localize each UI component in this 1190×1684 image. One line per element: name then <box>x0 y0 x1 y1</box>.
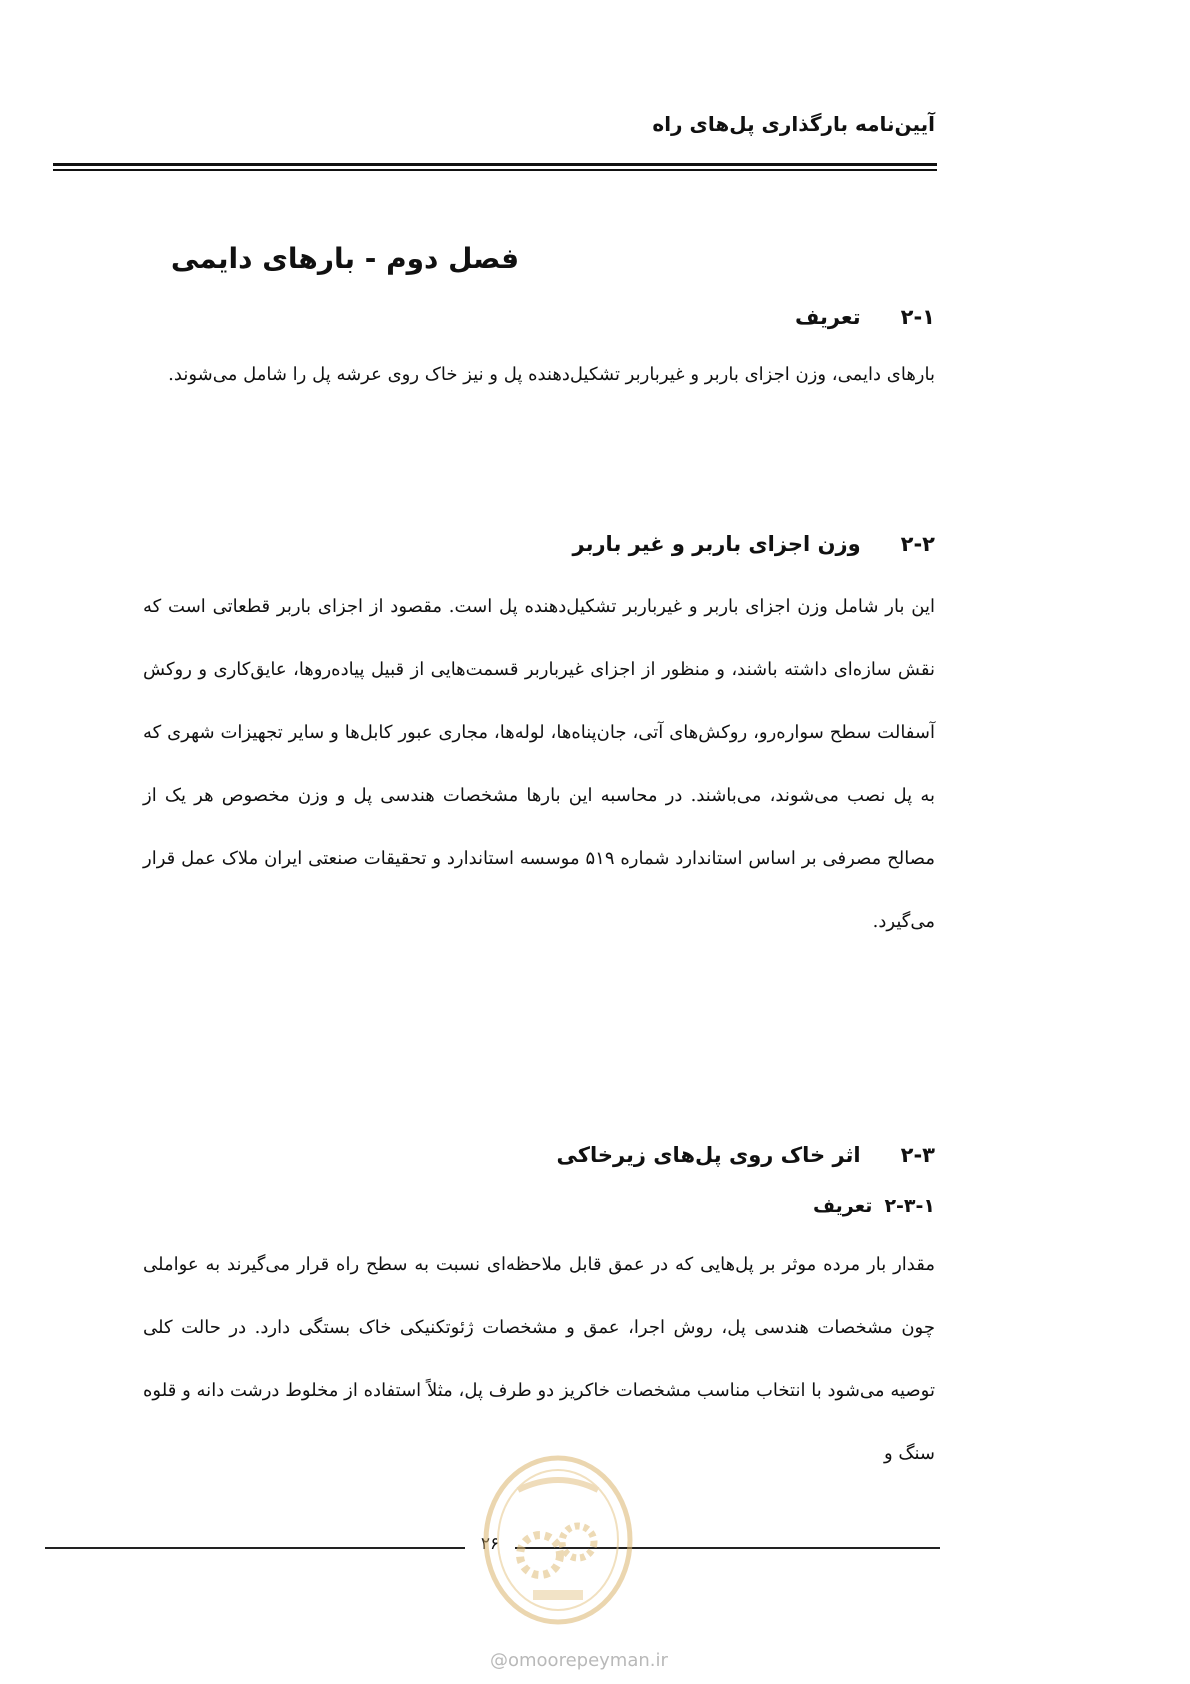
section-heading-2-3 <box>556 1143 935 1167</box>
chapter-title <box>53 242 937 275</box>
section-heading-2-2 <box>573 532 935 556</box>
section-body-2-2: این بار شامل وزن اجزای باربر و غیرباربر تشکیل‌دهنده پل است. مقصود از اجزای باربر قطعاتی است که نقش سازه‌ای داشته باشند، و منظور از اجزای غیرباربر قسمت‌هایی از قبیل پیاده‌روها، عایق‌کاری و روکش آسفالت سطح سواره‌رو، روکش‌های آتی، جان‌پناه‌ها، لوله‌ها، مجاری عبور کابل‌ها و سایر تجهیزات شهری که به پل نصب می‌شوند، می‌باشند. در محاسبه این بارها مشخصات هندسی پل و وزن مخصوص هر یک از مصالح مصرفی بر اساس استاندارد شماره ۵۱۹ موسسه استاندارد و تحقیقات صنعتی ایران ملاک عمل قرار می‌گیرد. <box>143 596 936 932</box>
page-number: ۲۶ <box>480 1534 500 1554</box>
running-header: آیین‌نامه بارگذاری پل‌های راه <box>652 112 935 136</box>
watermark-url: @omoorepeyman.ir <box>490 1650 668 1671</box>
section-heading-2-1 <box>795 305 935 329</box>
subsection-title: تعریف <box>812 1195 873 1217</box>
section-number: ۲-۲ <box>900 532 935 556</box>
section-title: اثر خاک روی پل‌های زیرخاکی <box>556 1143 861 1167</box>
section-number: ۲-۱ <box>900 305 935 329</box>
subsection-heading-2-3-1 <box>813 1195 935 1217</box>
watermark-seal-icon <box>478 1450 638 1630</box>
section-title: تعریف <box>794 305 861 329</box>
section-body-2-1: بارهای دایمی، وزن اجزای باربر و غیرباربر تشکیل‌دهنده پل و نیز خاک روی عرشه پل را شامل می‌شوند. <box>168 364 935 385</box>
subsection-body-2-3-1: مقدار بار مرده موثر بر پل‌هایی که در عمق قابل ملاحظه‌ای نسبت به سطح راه قرار می‌گیرند به عواملی چون مشخصات هندسی پل، روش اجرا، عمق و مشخصات ژئوتکنیکی خاک بستگی دارد. در حالت کلی توصیه می‌شود با انتخاب مناسب مشخصات خاکریز دو طرف پل، مثلاً استفاده از مخلوط درشت دانه و قلوه سنگ و <box>143 1254 935 1464</box>
section-number: ۲-۳ <box>900 1143 935 1167</box>
header-rule-thick <box>53 163 937 166</box>
subsection-number: ۲-۳-۱ <box>884 1195 935 1217</box>
section-title: وزن اجزای باربر و غیر باربر <box>572 532 861 556</box>
chapter-title-text: فصل دوم - بارهای دایمی <box>170 242 520 275</box>
footer-rule-left <box>45 1547 465 1549</box>
header-rule-thin <box>53 169 937 171</box>
